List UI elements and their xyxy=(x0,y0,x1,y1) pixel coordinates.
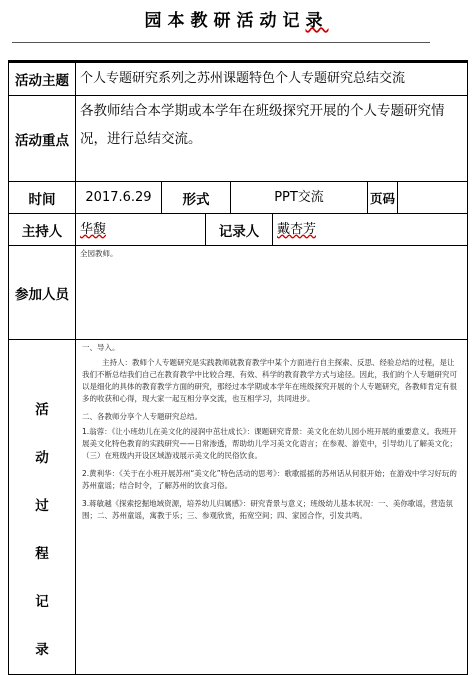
recorder-label: 记录人 xyxy=(206,214,273,246)
process-label xyxy=(9,340,76,675)
process-label-char: 录 xyxy=(35,642,49,658)
title-last-char: 录 xyxy=(305,11,329,31)
form-label: 形式 xyxy=(162,182,231,214)
record-table xyxy=(8,60,468,675)
participants-value: 全园教师。 xyxy=(76,246,468,340)
header-rule xyxy=(12,42,430,43)
share-heading: 二、各教师分享个人专题研究总结。 xyxy=(82,412,202,421)
share-item: 2.黄利华：《关于在小班开展苏州“美文化”特色活动的思考》：歌歌摇摇的苏州话从何很开始；在游戏中学习好玩的苏州童谣；结合时令，了解苏州的饮食习俗。 xyxy=(82,469,457,490)
focus-label: 活动重点 xyxy=(9,96,76,182)
recorder-value: 戴杏芳 xyxy=(273,214,468,246)
process-label-char: 过 xyxy=(35,498,49,514)
theme-label: 活动主题 xyxy=(9,62,76,96)
form-value: PPT交流 xyxy=(231,182,368,214)
intro-text: 主持人：教师个人专题研究是实践教师就教育教学中某个方面进行自主探索、反思、经验总结的过程，是让我们不断总结我们自己在教育教学中比较合理、有效、科学的教育教学方式与途径。因此，我们的个人专题研究可以是细化的具体的教育教学方面的研究，那经过本学期或本学年在班级探究开展的个人专题研究，各教师肯定有很多的收获和心得，现大家一起互相分享交流，也互相学习，共同进步。 xyxy=(82,358,457,403)
participants-label: 参加人员 xyxy=(9,246,76,340)
share-item: 1.翁蓉：《让小班幼儿在美文化的浸润中茁壮成长》：课题研究背景：美文化在幼儿园小班开展的重要意义。我班开展美文化特色教育的实践研究——日常渗透，帮助幼儿学习美文化语言；在参观、游览中，引导幼儿了解美文化；（三）在班级内开设区域游戏展示美文化的民俗饮食。 xyxy=(82,427,457,460)
host-label: 主持人 xyxy=(9,214,76,246)
time-label: 时间 xyxy=(9,182,76,214)
share-item: 3.蒋敏越《探索挖掘地域资源，培养幼儿归属感》：研究背景与意义；班级幼儿基本状况：一、美你歌谣，营造氛围；二、苏州童谣，寓教于乐；三、参观欣赏，拓宽空间；四、家园合作，引发共鸣。 xyxy=(82,499,453,520)
page-value xyxy=(398,182,468,214)
page-label: 页码 xyxy=(368,182,398,214)
focus-value: 各教师结合本学期或本学年在班级探究开展的个人专题研究情况，进行总结交流。 xyxy=(76,96,468,182)
time-value: 2017.6.29 xyxy=(76,182,162,214)
process-label-char: 记 xyxy=(35,594,49,610)
theme-value: 个人专题研究系列之苏州课题特色个人专题研究总结交流 xyxy=(76,62,468,96)
intro-heading: 一、导入。 xyxy=(82,343,120,352)
process-content xyxy=(76,340,468,675)
process-label-char: 程 xyxy=(35,546,49,562)
title-text: 园本教研活动记 xyxy=(144,11,306,31)
page-title xyxy=(0,6,473,31)
host-value: 华馥 xyxy=(76,214,206,246)
process-label-char: 活 xyxy=(35,402,49,418)
process-label-char: 动 xyxy=(35,450,49,466)
